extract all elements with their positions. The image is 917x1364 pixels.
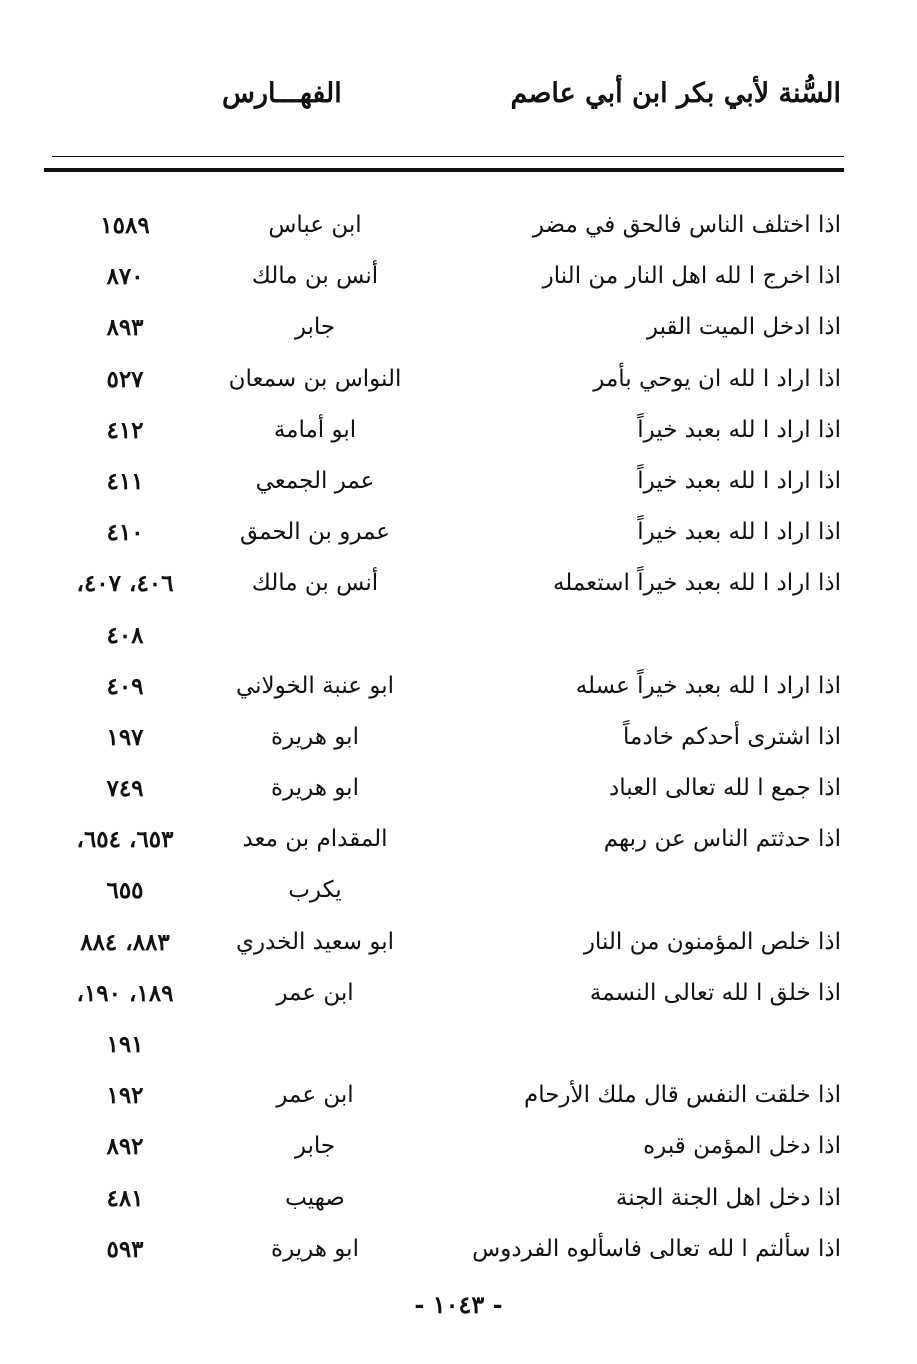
narrator-name: ابن عباس xyxy=(268,212,362,238)
hadith-number: ٨٩٣ xyxy=(106,314,144,342)
narrator-name: جابر xyxy=(294,1133,336,1160)
hadith-number: ٨٩٢ xyxy=(106,1133,144,1161)
hadith-number: ٤١٠ xyxy=(106,519,144,547)
hadith-text: اذا جمع ا لله تعالى العباد xyxy=(608,775,841,802)
hadith-number: ٤٨١ xyxy=(106,1184,144,1212)
hadith-text: اذا سألتم ا لله تعالى فاسألوه الفردوس xyxy=(472,1235,841,1262)
narrator-name: ابن عمر xyxy=(276,979,354,1006)
hadith-text: اذا اخرج ا لله اهل النار من النار xyxy=(542,263,841,290)
narrator-name: النواس بن سمعان xyxy=(228,365,402,392)
hadith-text: اذا اراد ا لله ان يوحي بأمر xyxy=(593,365,841,392)
hadith-number: ١٩٧ xyxy=(106,723,144,751)
narrator-name: ابن عمر xyxy=(276,1082,354,1109)
narrator-name: عمرو بن الحمق xyxy=(239,519,391,546)
header-divider-thick xyxy=(44,168,844,172)
hadith-text: اذا اراد ا لله بعبد خيراً xyxy=(637,519,841,546)
hadith-number: ١٩٢ xyxy=(106,1082,144,1110)
index-row xyxy=(0,1228,917,1279)
narrator-name: المقدام بن معد xyxy=(242,826,388,853)
hadith-number: ٥٢٧ xyxy=(106,365,144,393)
header-divider-thin xyxy=(52,156,844,157)
hadith-number: ٥٩٣ xyxy=(106,1235,144,1263)
index-table xyxy=(0,204,917,1279)
index-row xyxy=(0,511,917,562)
index-row xyxy=(0,767,917,818)
hadith-number: ٤٠٩ xyxy=(106,672,144,700)
hadith-text: اذا ادخل الميت القبر xyxy=(646,314,841,341)
narrator-name: يكرب xyxy=(288,877,342,904)
hadith-number: ٨٨٣، ٨٨٤ xyxy=(80,928,170,956)
hadith-number: ٤٠٨ xyxy=(106,621,144,649)
hadith-text: اذا خلقت النفس قال ملك الأرحام xyxy=(523,1082,841,1109)
index-row xyxy=(0,1074,917,1125)
narrator-name: ابو عنبة الخولاني xyxy=(235,672,395,699)
narrator-name: ابو سعيد الخدري xyxy=(235,928,395,955)
hadith-number: ٤١١ xyxy=(106,467,144,495)
hadith-number: ٨٧٠ xyxy=(106,263,144,291)
page-header xyxy=(0,78,917,128)
hadith-text: اذا خلص المؤمنون من النار xyxy=(583,928,841,955)
index-row xyxy=(0,204,917,255)
narrator-name: أنس بن مالك xyxy=(251,263,379,290)
hadith-number: ٦٥٣، ٦٥٤، xyxy=(76,826,174,854)
index-row xyxy=(0,614,917,665)
hadith-number: ١٨٩، ١٩٠، xyxy=(76,979,174,1007)
hadith-text: اذا حدثتم الناس عن ربهم xyxy=(603,826,841,853)
narrator-name: ابو أمامة xyxy=(273,416,357,443)
section-title: الفهـــارس xyxy=(222,78,342,109)
hadith-text: اذا خلق ا لله تعالى النسمة xyxy=(589,979,841,1006)
hadith-text: اذا اختلف الناس فالحق في مضر xyxy=(532,212,841,238)
hadith-number: ٤٠٦، ٤٠٧، xyxy=(76,570,174,598)
index-row xyxy=(0,460,917,511)
narrator-name: ابو هريرة xyxy=(271,723,359,750)
narrator-name: أنس بن مالك xyxy=(251,570,379,597)
hadith-text: اذا اراد ا لله بعبد خيراً xyxy=(637,416,841,443)
hadith-text: اذا اراد ا لله بعبد خيراً استعمله xyxy=(552,570,841,597)
narrator-name: جابر xyxy=(294,314,336,341)
index-row xyxy=(0,255,917,306)
hadith-number: ١٩١ xyxy=(106,1031,144,1058)
narrator-name: ابو هريرة xyxy=(271,775,359,802)
index-row xyxy=(0,716,917,767)
index-row xyxy=(0,818,917,869)
narrator-name: صهيب xyxy=(285,1184,345,1211)
narrator-name: ابو هريرة xyxy=(271,1235,359,1262)
hadith-number: ٦٥٥ xyxy=(106,877,144,905)
hadith-text: اذا دخل اهل الجنة الجنة xyxy=(615,1184,841,1211)
index-row xyxy=(0,665,917,716)
narrator-name: عمر الجمعي xyxy=(255,467,375,494)
index-row xyxy=(0,562,917,613)
index-row xyxy=(0,869,917,920)
hadith-text: اذا دخل المؤمن قبره xyxy=(643,1133,841,1160)
index-row xyxy=(0,1023,917,1074)
hadith-text: اذا اشترى أحدكم خادماً xyxy=(623,723,841,750)
hadith-text: اذا اراد ا لله بعبد خيراً xyxy=(637,467,841,494)
index-row xyxy=(0,306,917,357)
index-row xyxy=(0,358,917,409)
index-row xyxy=(0,972,917,1023)
hadith-number: ٤١٢ xyxy=(106,416,144,444)
index-row xyxy=(0,921,917,972)
hadith-number: ١٥٨٩ xyxy=(100,212,150,239)
hadith-number: ٧٤٩ xyxy=(106,775,144,803)
index-row xyxy=(0,409,917,460)
index-row xyxy=(0,1125,917,1176)
page-number: - ١٠٤٣ - xyxy=(414,1290,503,1319)
index-row xyxy=(0,1177,917,1228)
hadith-text: اذا اراد ا لله بعبد خيراً عسله xyxy=(575,672,841,699)
book-title: السُّنة لأبي بكر ابن أبي عاصم xyxy=(510,78,841,109)
